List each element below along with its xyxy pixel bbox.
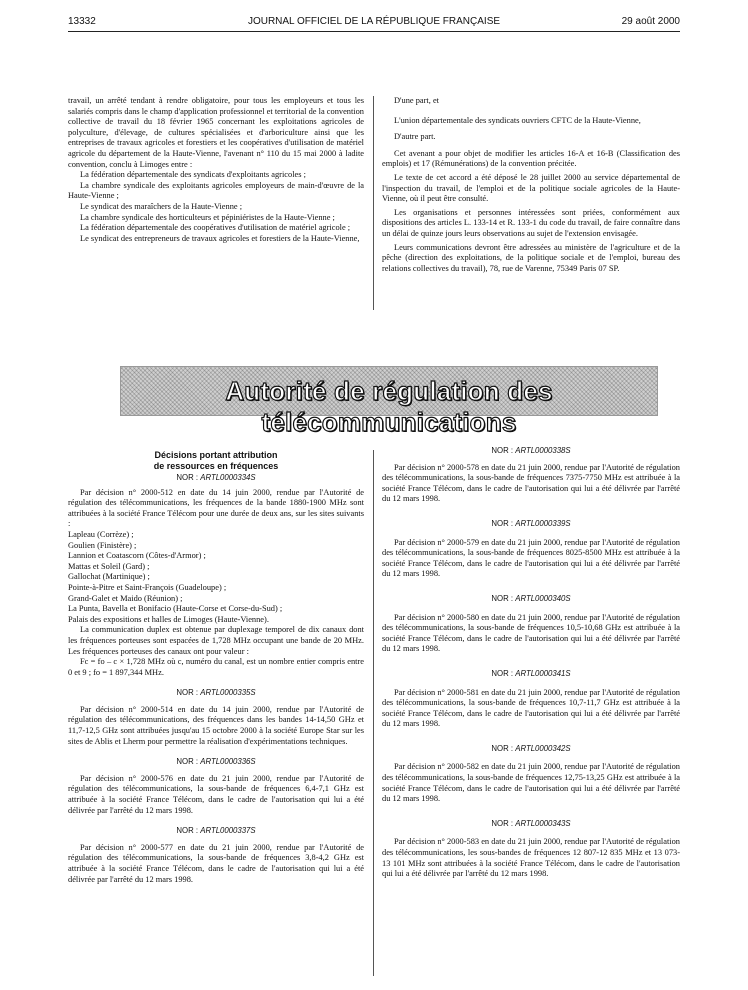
nor-label: NOR : xyxy=(491,668,514,678)
nor-code: ARTL0000334S xyxy=(200,473,256,482)
decision-text: Par décision n° 2000-579 en date du 21 juin 2000, rendue par l'Autorité de régulation des télécommunications, la sous-bande de fréquences 8025-8500 MHz est attribuée à la société France Télécom, dans le cadre de l'autorisation qui lui a été délivrée par l'arrêté du 12 mars 1998. xyxy=(382,537,680,579)
header-rule xyxy=(68,31,680,32)
nor-code: ARTL0000335S xyxy=(200,688,256,698)
nor-label: NOR : xyxy=(491,518,514,528)
section-title: Décisions portant attribution xyxy=(154,450,278,460)
nor-code: ARTL0000341S xyxy=(515,668,571,678)
column-divider xyxy=(373,96,374,310)
nor-label: NOR : xyxy=(176,757,199,767)
paragraph: Les organisations et personnes intéressées sont priées, conformément aux dispositions des articles L. 133-14 et R. 133-1 du code du travail, de faire connaître dans un délai de quinze jours leurs observations au sujet de l'extension envisagée. xyxy=(382,207,680,238)
nor-reference xyxy=(382,519,680,530)
nor-code: ARTL0000336S xyxy=(200,757,256,767)
site-list xyxy=(68,530,364,625)
nor-label: NOR : xyxy=(491,743,514,753)
decision-text: Par décision n° 2000-583 en date du 21 juin 2000, rendue par l'Autorité de régulation des télécommunications, les sous-bandes de fréquences 12 807-12 835 MHz et 13 073-13 101 MHz sont attribuées à la société France Télécom, dans le cadre de l'autorisation qui lui a été délivrée par l'arrêté du 12 mars 1998. xyxy=(382,837,680,879)
paragraph: Cet avenant a pour objet de modifier les articles 16-A et 16-B (Classification des emplois) et 17 (Rémunérations) de la convention précitée. xyxy=(382,148,680,169)
decision-text: Par décision n° 2000-578 en date du 21 juin 2000, rendue par l'Autorité de régulation des télécommunications, la sous-bande de fréquences 7375-7750 MHz est attribuée à la société France Télécom, dans le cadre de l'autorisation qui lui a été délivrée par l'arrêté du 12 mars 1998. xyxy=(382,462,680,504)
decision-text: Fc = fo – c × 1,728 MHz où c, numéro du canal, est un nombre entier compris entre 0 et 9 ; fo = 1 897,344 MHz. xyxy=(68,657,364,677)
decision-text: Par décision n° 2000-512 en date du 14 juin 2000, rendue par l'Autorité de régulation des télécommunications, les fréquences de la bande 1880-1900 MHz sont attribuées à la société France Télécom pour une durée de deux ans, sur les sites suivants : xyxy=(68,487,364,529)
nor-reference xyxy=(382,446,680,457)
nor-label: NOR : xyxy=(176,826,199,836)
paragraph: Le syndicat des maraîchers de la Haute-Vienne ; xyxy=(80,201,243,211)
decision-text: Par décision n° 2000-581 en date du 21 juin 2000, rendue par l'Autorité de régulation des télécommunications, la sous-bande de fréquences 10,7-11,7 GHz est attribuée à la société France Télécom, dans le cadre de l'autorisation qui lui a été délivrée par l'arrêté du 12 mars 1998. xyxy=(382,687,680,729)
nor-code: ARTL0000342S xyxy=(515,743,571,753)
decision-text: La communication duplex est obtenue par duplexage temporel de dix canaux dont les fréquences porteuses sont espacées de 1,728 MHz occupant une bande de 20 MHz. Les fréquences porteuses des canaux ont pour valeur : xyxy=(68,625,364,656)
decision-text: Par décision n° 2000-580 en date du 21 juin 2000, rendue par l'Autorité de régulation des télécommunications, la sous-bande de fréquences 10,5-10,68 GHz est attribuée à la société France Télécom, dans le cadre de l'autorisation qui lui a été délivrée par l'arrêté du 12 mars 1998. xyxy=(382,612,680,654)
nor-code: ARTL0000338S xyxy=(515,446,571,455)
nor-reference xyxy=(382,669,680,680)
paragraph: Le syndicat des entrepreneurs de travaux agricoles et forestiers de la Haute-Vienne, xyxy=(80,233,360,243)
nor-label: NOR : xyxy=(176,473,199,482)
nor-code: ARTL0000340S xyxy=(515,593,571,603)
decision-text: Par décision n° 2000-514 en date du 14 juin 2000, rendue par l'Autorité de régulation des télécommunications, des fréquences dans les bandes 14-14,50 GHz et 11,7-12,5 GHz sont attribuées jusqu'au 15 octobre 2000 à la société Europe Star sur les sites de Ablis et Lherm pour permettre la réalisation d'expérimentations techniques. xyxy=(68,704,364,746)
nor-reference xyxy=(382,594,680,605)
page-number: 13332 xyxy=(68,16,96,27)
nor-label: NOR : xyxy=(491,818,514,828)
nor-reference xyxy=(68,826,364,837)
decision-text: Par décision n° 2000-576 en date du 21 juin 2000, rendue par l'Autorité de régulation des télécommunications, la sous-bande de fréquences 6,4-7,1 GHz est attribuée à la société France Télécom, dans le cadre de l'autorisation qui lui a été délivrée par l'arrêté du 12 mars 1998. xyxy=(68,773,364,815)
top-right-column xyxy=(382,96,680,274)
paragraph: Le texte de cet accord a été déposé le 28 juillet 2000 au service départemental de l'inspection du travail, de l'emploi et de la politique sociale agricoles de la Haute-Vienne, où il peut être consulté. xyxy=(382,172,680,204)
issue-date: 29 août 2000 xyxy=(621,16,680,27)
nor-reference xyxy=(382,744,680,755)
nor-code: ARTL0000343S xyxy=(515,818,571,828)
paragraph: travail, un arrêté tendant à rendre obligatoire, pour tous les employeurs et tous les salariés compris dans le champ d'application professionnel et territorial de la convention collective de travail du 18 février 1965 concernant les exploitations agricoles de polyculture, d'élevage, de cultures spécialisées et d'arboriculture ainsi que les entreprises de travaux agricoles et forestiers et les coopératives d'utilisation de matériel agricole du département de la Haute-Vienne, l'avenant n° 110 du 15 mai 2000 à ladite convention, conclu à Limoges entre : xyxy=(68,96,364,169)
nor-label: NOR : xyxy=(491,446,514,455)
list-item: Pointe-à-Pitre et Saint-François (Guadeloupe) ; xyxy=(68,582,227,592)
bottom-right-column xyxy=(382,446,680,880)
nor-reference xyxy=(68,757,364,768)
page-header xyxy=(68,16,680,32)
column-divider xyxy=(373,450,374,976)
list-item: Gallochat (Martinique) ; xyxy=(68,572,150,582)
nor-label: NOR : xyxy=(176,688,199,698)
paragraph: L'union départementale des syndicats ouvriers CFTC de la Haute-Vienne, xyxy=(394,115,641,125)
paragraph: La chambre syndicale des horticulteurs et pépiniéristes de la Haute-Vienne ; xyxy=(80,212,335,222)
paragraph: La fédération départementale des coopératives d'utilisation de matériel agricole ; xyxy=(80,223,351,233)
list-item: Palais des expositions et halles de Limoges (Haute-Vienne). xyxy=(68,614,269,624)
paragraph: D'autre part. xyxy=(394,132,436,142)
authority-banner xyxy=(120,366,658,437)
bottom-left-column xyxy=(68,450,364,885)
paragraph: La fédération départementale des syndicats d'exploitants agricoles ; xyxy=(80,170,306,180)
list-item: Lapleau (Corrèze) ; xyxy=(68,529,134,539)
journal-title: JOURNAL OFFICIEL DE LA RÉPUBLIQUE FRANÇAISE xyxy=(247,16,501,27)
banner-title: Autorité de régulation des télécommunications xyxy=(225,376,553,437)
nor-code: ARTL0000339S xyxy=(515,518,571,528)
list-item: Grand-Galet et Maido (Réunion) ; xyxy=(68,593,183,603)
paragraph: D'une part, et xyxy=(394,96,439,105)
section-title: de ressources en fréquences xyxy=(153,461,279,471)
paragraph: La chambre syndicale des exploitants agricoles employeurs de main-d'œuvre de la Haute-Vienne ; xyxy=(68,180,364,201)
list-item: La Punta, Bavella et Bonifacio (Haute-Corse et Corse-du-Sud) ; xyxy=(68,604,283,614)
list-item: Lannion et Coatascorn (Côtes-d'Armor) ; xyxy=(68,551,206,561)
decision-text: Par décision n° 2000-582 en date du 21 juin 2000, rendue par l'Autorité de régulation des télécommunications, la sous-bande de fréquences 12,75-13,25 GHz est attribuée à la société France Télécom, dans le cadre de l'autorisation qui lui a été délivrée par l'arrêté du 12 mars 1998. xyxy=(382,762,680,804)
nor-reference xyxy=(68,473,364,484)
nor-code: ARTL0000337S xyxy=(200,826,256,836)
decision-text: Par décision n° 2000-577 en date du 21 juin 2000, rendue par l'Autorité de régulation des télécommunications, la sous-bande de fréquences 3,8-4,2 GHz est attribuée à la société France Télécom, dans le cadre de l'autorisation qui lui a été délivrée par l'arrêté du 12 mars 1998. xyxy=(68,842,364,884)
list-item: Mattas et Soleil (Gard) ; xyxy=(68,561,150,571)
nor-label: NOR : xyxy=(491,593,514,603)
paragraph: Leurs communications devront être adressées au ministère de l'agriculture et de la pêche (direction des exploitations, de la politique sociale et de l'emploi, bureau des relations collectives du travail), 78, rue de Varenne, 75349 Paris 07 SP. xyxy=(382,242,680,273)
nor-reference xyxy=(68,688,364,699)
list-item: Goulien (Finistère) ; xyxy=(68,540,137,550)
nor-reference xyxy=(382,819,680,830)
top-left-column xyxy=(68,96,364,244)
